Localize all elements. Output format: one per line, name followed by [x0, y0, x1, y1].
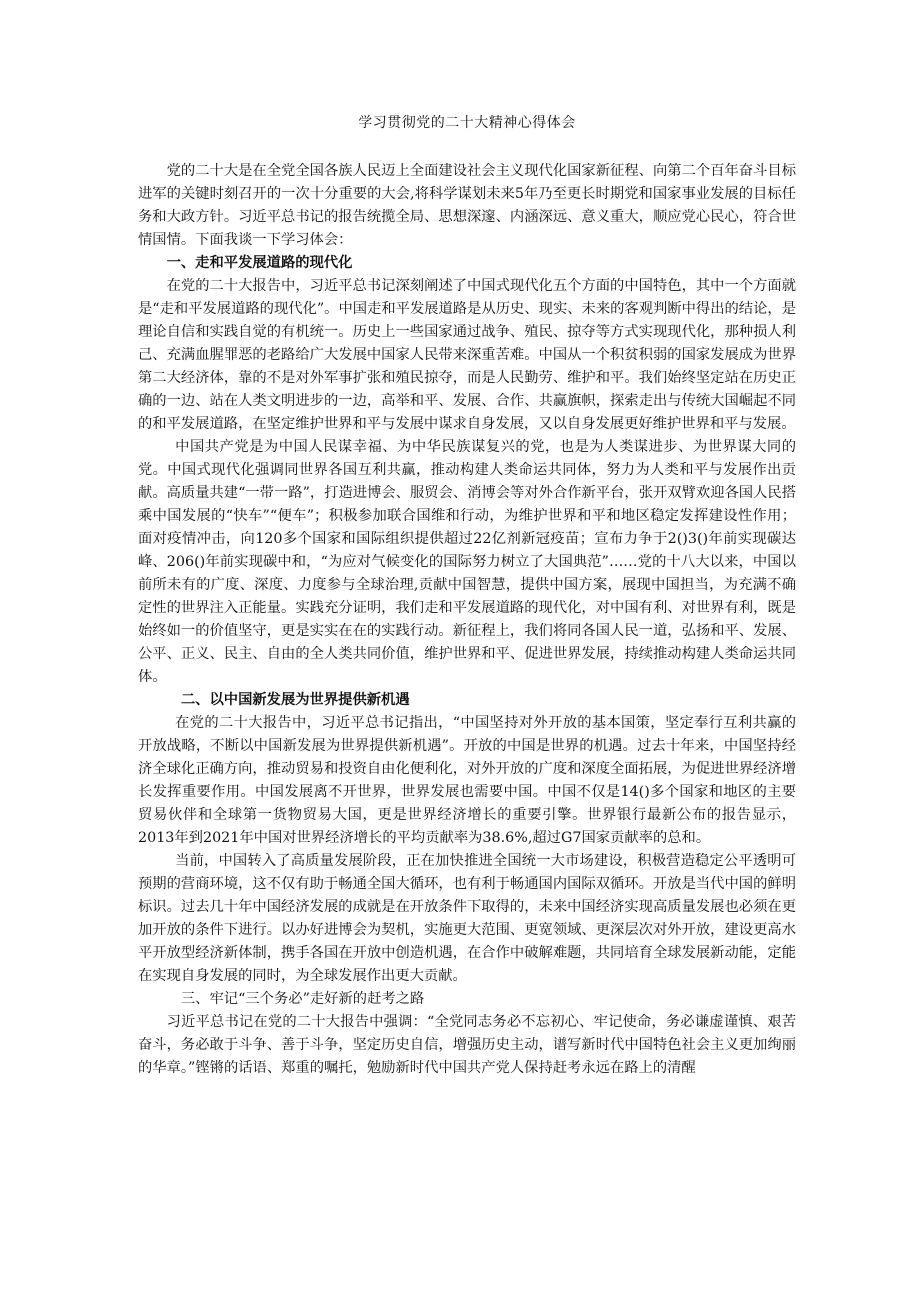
section-2-heading: 二、以中国新发展为世界提供新机遇 [180, 692, 410, 708]
section-2-paragraph-1: 在党的二十大报告中，习近平总书记指出，“中国坚持对外开放的基本国策，坚定奉行互利共赢的开放战略，不断以中国新发展为世界提供新机遇”。开放的中国是世界的机遇。过去十年来，中国坚持经济全球化正确方向，推动贸易和投资自由化便利化，对外开放的广度和深度全面拓展，为促进世界经济增长发挥重要作用。中国发展离不开世界，世界发展也需要中国。中国不仅是14()多个国家和地区的主要贸易伙伴和全球第一货物贸易大国，更是世界经济增长的重要引擎。世界银行最新公布的报告显示，2013年到2021年中国对世界经济增长的平均贡献率为38.6%,超过G7国家贡献率的总和。 [138, 715, 796, 846]
section-3-heading: 三、牢记“三个务必”走好新的赶考之路 [180, 991, 425, 1007]
section-1-paragraph-2: 中国共产党是为中国人民谋幸福、为中华民族谋复兴的党，也是为人类谋进步、为世界谋大同的党。中国式现代化强调同世界各国互利共赢，推动构建人类命运共同体，努力为人类和平与发展作出贡献。高质量共建“一带一路”，打造进博会、服贸会、消博会等对外合作新平台，张开双臂欢迎各国人民搭乘中国发展的“快车”“便车”；积极参加联合国维和行动，为维护世界和平和地区稳定发挥建设性作用；面对疫情冲击，向120多个国家和国际组织提供超过22亿剂新冠疫苗；宣布力争于2()3()年前实现碳达峰、206()年前实现碳中和，“为应对气候变化的国际努力树立了大国典范”……党的十八大以来，中国以前所未有的广度、深度、力度参与全球治理,贡献中国智慧，提供中国方案，展现中国担当，为充满不确定性的世界注入正能量。实践充分证明，我们走和平发展道路的现代化，对中国有利、对世界有利，既是始终如一的价值坚守，更是实实在在的实践行动。新征程上，我们将同各国人民一道，弘扬和平、发展、公平、正义、民主、自由的全人类共同价值，维护世界和平、促进世界发展，持续推动构建人类命运共同体。 [138, 439, 796, 685]
document-body [138, 160, 796, 1080]
section-3-paragraph-1: 习近平总书记在党的二十大报告中强调：“全党同志务必不忘初心、牢记使命，务必谦虚谨慎、艰苦奋斗，务必敢于斗争、善于斗争，坚定历史自信，增强历史主动，谱写新时代中国特色社会主义更加绚丽的华章。”铿锵的话语、郑重的嘱托，勉励新时代中国共产党人保持赶考永远在路上的清醒 [138, 1014, 796, 1076]
section-1-heading: 一、走和平发展道路的现代化 [166, 255, 353, 271]
document-title: 学习贯彻党的二十大精神心得体会 [358, 115, 576, 131]
section-1-paragraph-1: 在党的二十大报告中，习近平总书记深刻阐述了中国式现代化五个方面的中国特色，其中一个方面就是“走和平发展道路的现代化”。中国走和平发展道路是从历史、现实、未来的客观判断中得出的结论，是理论自信和实践自觉的有机统一。历史上一些国家通过战争、殖民、掠夺等方式实现现代化，那种损人利己、充满血腥罪恶的老路给广大发展中国家人民带来深重苦难。中国从一个积贫积弱的国家发展成为世界第二大经济体，靠的不是对外军事扩张和殖民掠夺，而是人民勤劳、维护和平。我们始终坚定站在历史正确的一边、站在人类文明进步的一边，高举和平、发展、合作、共赢旗帜，探索走出与传统大国崛起不同的和平发展道路，在坚定维护世界和平与发展中谋求自身发展，又以自身发展更好维护世界和平与发展。 [138, 278, 796, 432]
intro-paragraph: 党的二十大是在全党全国各族人民迈上全面建设社会主义现代化国家新征程、向第二个百年奋斗目标进军的关键时刻召开的一次十分重要的大会,将科学谋划未来5年乃至更长时期党和国家事业发展的目标任务和大政方针。习近平总书记的报告统揽全局、思想深邃、内涵深远、意义重大，顺应党心民心，符合世情国情。下面我谈一下学习体会： [138, 163, 796, 248]
section-2-paragraph-2: 当前，中国转入了高质量发展阶段，正在加快推进全国统一大市场建设，积极营造稳定公平透明可预期的营商环境，这不仅有助于畅通全国大循环，也有利于畅通国内国际双循环。开放是当代中国的鲜明标识。过去几十年中国经济发展的成就是在开放条件下取得的，未来中国经济实现高质量发展也必须在更加开放的条件下进行。以办好进博会为契机，实施更大范围、更宽领域、更深层次对外开放，建设更高水平开放型经济新体制，携手各国在开放中创造机遇，在合作中破解难题，共同培育全球发展新动能，定能在实现自身发展的同时，为全球发展作出更大贡献。 [138, 853, 796, 984]
